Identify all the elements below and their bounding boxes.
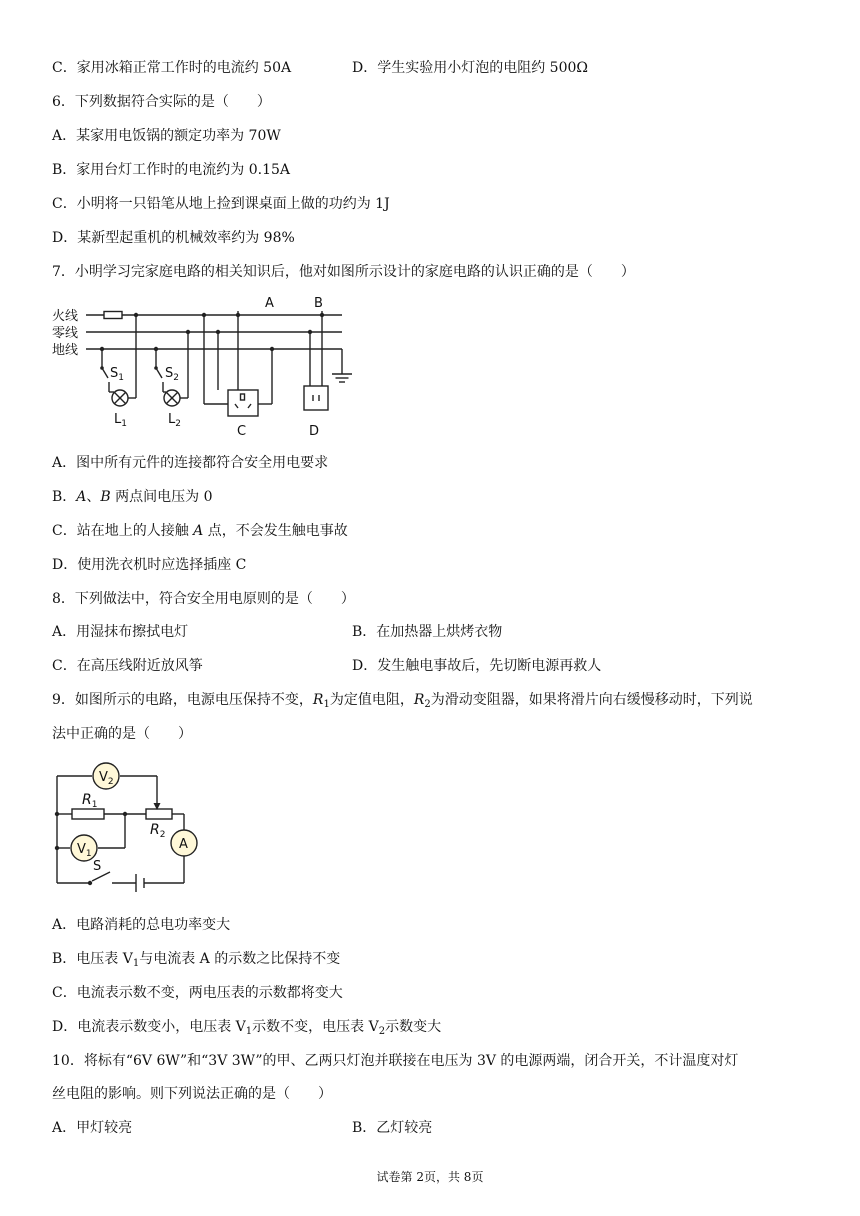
q6-option-d: D．某新型起重机的机械效率约为 98% (52, 230, 295, 246)
q10-option-a: A．甲灯较亮 (52, 1120, 133, 1136)
voltmeter-v2-label: $V_2$ (99, 770, 114, 787)
q7-option-a: A．图中所有元件的连接都符合安全用电要求 (52, 455, 329, 471)
lamp-l2-label: $L_2$ (168, 412, 181, 429)
outlet-c-label: C (237, 424, 247, 439)
q6-option-c: C．小明将一只铅笔从地上捡到课桌面上做的功约为 1J (52, 196, 390, 212)
switch-s1-label: $S_1$ (110, 366, 124, 383)
q7-option-c: C．站在地上的人接触 A 点，不会发生触电事故 (52, 523, 348, 539)
q9-stem: 9．如图所示的电路，电源电压保持不变，$R_1$为定值电阻，$R_2$为滑动变阻器，如果将滑片向右缓慢移动时，下列说 (52, 692, 753, 710)
q7-stem: 7．小明学习完家庭电路的相关知识后，他对如图所示设计的家庭电路的认识正确的是（ ） (52, 264, 635, 280)
q10-option-b: B．乙灯较亮 (352, 1120, 433, 1136)
outlet-d-label: D (309, 424, 320, 439)
point-b-label: B (314, 296, 323, 311)
q5-option-c: C．家用冰箱正常工作时的电流约 50A (52, 60, 292, 76)
ammeter-label: A (179, 837, 188, 852)
q9-option-a: A．电路消耗的总电功率变大 (52, 917, 231, 933)
q6-stem: 6．下列数据符合实际的是（ ） (52, 94, 271, 110)
q9-option-d: D．电流表示数变小，电压表 $V_1$示数不变，电压表 $V_2$示数变大 (52, 1019, 442, 1037)
live-wire-label: 火线 (52, 309, 79, 324)
resistor-r2-label: $R_2$ (150, 822, 166, 840)
q9-stem-line2: 法中正确的是（ ） (52, 726, 192, 742)
switch-s2-label: $S_2$ (165, 366, 179, 383)
q5-option-d: D．学生实验用小灯泡的电阻约 500Ω (352, 60, 589, 76)
q8-stem: 8．下列做法中，符合安全用电原则的是（ ） (52, 591, 355, 607)
q6-option-a: A．某家用电饭锅的额定功率为 70W (52, 128, 281, 144)
ground-wire-label: 地线 (52, 343, 79, 358)
q7-option-b: B．A、B 两点间电压为 0 (52, 489, 213, 505)
switch-s-label: S (93, 859, 102, 874)
q8-option-a: A．用湿抹布擦拭电灯 (52, 624, 189, 640)
q8-option-b: B．在加热器上烘烤衣物 (352, 624, 503, 640)
q9-option-c: C．电流表示数不变，两电压表的示数都将变大 (52, 985, 343, 1001)
q9-circuit-diagram (52, 762, 212, 892)
point-a-label: A (265, 296, 274, 311)
q8-option-c: C．在高压线附近放风筝 (52, 658, 203, 674)
q6-option-b: B．家用台灯工作时的电流约为 0.15A (52, 162, 291, 178)
q9-option-b: B．电压表 $V_1$与电流表 A 的示数之比保持不变 (52, 951, 341, 969)
q7-option-d: D．使用洗衣机时应选择插座 C (52, 557, 247, 573)
q10-stem-line2: 丝电阻的影响。则下列说法正确的是（ ） (52, 1086, 332, 1102)
lamp-l1-label: $L_1$ (114, 412, 127, 429)
q10-stem: 10．将标有“6V 6W”和“3V 3W”的甲、乙两只灯泡并联接在电压为 3V 的电源两端，闭合开关，不计温度对灯 (52, 1053, 739, 1069)
page-footer: 试卷第 2页，共 8页 (376, 1170, 484, 1184)
q7-household-circuit-diagram (52, 294, 362, 444)
resistor-r1-label: $R_1$ (82, 792, 98, 810)
q8-option-d: D．发生触电事故后，先切断电源再救人 (352, 658, 602, 674)
neutral-wire-label: 零线 (52, 326, 79, 341)
voltmeter-v1-label: $V_1$ (77, 842, 92, 859)
